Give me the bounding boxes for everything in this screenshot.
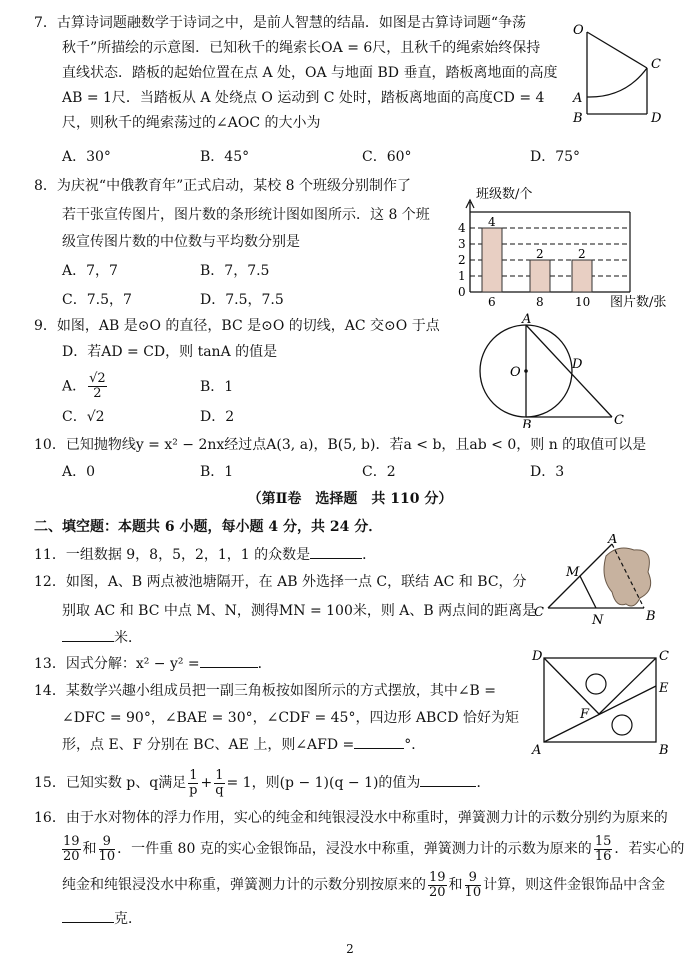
q11-tail: ． bbox=[362, 547, 377, 563]
q13-answer-blank[interactable] bbox=[200, 655, 258, 668]
q14-line-2: ∠DFC = 90°，∠BAE = 30°，∠CDF = 45°，四边形 ABCD 恰好为矩 bbox=[62, 710, 519, 726]
q11-line bbox=[34, 546, 376, 564]
q14-rectangle-figure bbox=[530, 646, 680, 758]
q16-mid: ．一件重 80 克的实心金银饰品，浸没水中称重，弹簧测力计的示数为原来的 bbox=[117, 841, 592, 857]
q10-option-c: C．2 bbox=[362, 464, 396, 480]
q7-option-c: C．60° bbox=[362, 149, 412, 165]
q15-frac2-den: q bbox=[215, 782, 224, 798]
q16-and-2: 和 bbox=[448, 877, 463, 893]
q16-fa2-den: 20 bbox=[429, 884, 446, 900]
q16-fc-den: 16 bbox=[594, 848, 612, 864]
chart-data-label: 2 bbox=[578, 247, 586, 261]
q7-option-b: B．45° bbox=[200, 149, 250, 165]
q10-option-d: D．3 bbox=[530, 464, 565, 480]
q16-line-2 bbox=[62, 832, 684, 866]
q7-option-d: D．75° bbox=[530, 149, 581, 165]
q16-fb-num: 9 bbox=[99, 835, 116, 850]
q9-label-c: C bbox=[614, 413, 624, 428]
q15-answer-blank[interactable] bbox=[420, 774, 476, 787]
chart-y-tick-label: 1 bbox=[458, 269, 466, 283]
q9-label-a: A bbox=[522, 312, 532, 327]
q7-rope-oc bbox=[587, 32, 647, 68]
q16-fb2-den: 10 bbox=[464, 884, 482, 900]
q12-pond bbox=[604, 548, 651, 606]
q7-label-b: B bbox=[573, 111, 583, 126]
q16-fb-den: 10 bbox=[98, 848, 116, 864]
q8-line-3: 级宣传图片数的中位数与平均数分别是 bbox=[62, 234, 300, 250]
q7-label-d: D bbox=[651, 111, 662, 126]
q7-line-1: 7．古算诗词题融数学于诗词之中，是前人智慧的结晶．如图是古算诗词题“争荡 bbox=[34, 15, 527, 31]
q16-l3-head: 纯金和纯银浸没水中称重，弹簧测力计的示数分别按原来的 bbox=[62, 877, 426, 893]
q14-label-d: D bbox=[532, 649, 543, 664]
q12-label-n: N bbox=[592, 613, 604, 626]
chart-bar bbox=[530, 260, 550, 292]
q16-fraction-gold-2 bbox=[428, 871, 447, 900]
q10-line-1: 10．已知抛物线y = x² − 2nx经过点A(3, a)，B(5, b)．若a < b，且ab < 0，则 n 的取值可以是 bbox=[34, 437, 647, 453]
q12-label-m: M bbox=[566, 565, 580, 580]
q9-option-a-den: 2 bbox=[93, 386, 102, 401]
q14-segment-fc bbox=[599, 658, 656, 714]
q11-text: 11．一组数据 9，8，5，2，1，1 的众数是 bbox=[34, 547, 311, 563]
q16-answer-blank[interactable] bbox=[62, 910, 114, 923]
q16-l2-tail: ．若实心的 bbox=[614, 841, 685, 857]
q14-answer-blank[interactable] bbox=[354, 736, 404, 749]
q9-option-a bbox=[62, 372, 109, 401]
q15-fraction-2 bbox=[214, 769, 224, 798]
q9-option-a-num: √2 bbox=[89, 371, 106, 386]
q7-swing-figure bbox=[565, 18, 675, 130]
chart-data-label: 2 bbox=[536, 247, 544, 261]
q16-fb2-num: 9 bbox=[465, 871, 482, 886]
chart-y-tick-label: 0 bbox=[458, 285, 466, 299]
section-title: （第Ⅱ卷 选择题 共 110 分） bbox=[247, 491, 453, 507]
q9-label-d: D bbox=[572, 357, 583, 372]
q15-frac1-num: 1 bbox=[189, 767, 198, 783]
q16-l3-tail: 计算，则这件金银饰品中含金 bbox=[483, 877, 666, 893]
q7-label-o: O bbox=[573, 23, 584, 38]
chart-bar bbox=[572, 260, 592, 292]
q12-label-b: B bbox=[646, 609, 656, 624]
q14-triangle-hole-upper bbox=[586, 674, 606, 694]
q15-mid: = 1，则(p − 1)(q − 1)的值为 bbox=[226, 775, 421, 791]
q11-answer-blank[interactable] bbox=[310, 546, 362, 559]
chart-y-tick-label: 3 bbox=[458, 237, 466, 251]
q16-fraction-silver bbox=[99, 835, 116, 864]
q12-line-3 bbox=[62, 629, 142, 647]
chart-y-tick-label: 2 bbox=[458, 253, 466, 267]
q9-label-o: O bbox=[510, 365, 521, 380]
q8-line-1: 8．为庆祝“中俄教育年”正式启动，某校 8 个班级分别制作了 bbox=[34, 178, 412, 194]
q16-fraction-silver-2 bbox=[465, 871, 482, 900]
q14-label-f: F bbox=[580, 707, 590, 722]
q9-line-ac bbox=[526, 325, 612, 417]
q9-option-b: B．1 bbox=[200, 379, 234, 395]
q14-tail: °． bbox=[404, 737, 426, 753]
q16-fa-den: 20 bbox=[63, 848, 80, 864]
q16-fa2-num: 19 bbox=[429, 869, 446, 885]
q8-line-2: 若干张宣传图片，图片数的条形统计图如图所示．这 8 个班 bbox=[62, 207, 430, 223]
chart-ylabel: 班级数/个 bbox=[476, 187, 533, 202]
chart-x-tick-label: 10 bbox=[575, 295, 591, 309]
q8-bar-chart bbox=[448, 182, 688, 310]
q16-fc-num: 15 bbox=[594, 833, 612, 849]
q16-line-3 bbox=[62, 868, 665, 902]
q15-line bbox=[34, 766, 490, 800]
q14-label-b: B bbox=[659, 743, 669, 758]
q13-tail: ． bbox=[257, 656, 272, 672]
q12-answer-blank[interactable] bbox=[62, 629, 114, 642]
chart-bar bbox=[482, 228, 502, 292]
chart-y-tick-label: 4 bbox=[458, 221, 466, 235]
q8-option-a: A．7，7 bbox=[62, 263, 118, 279]
chart-xlabel: 图片数/张 bbox=[610, 295, 667, 310]
q7-label-c: C bbox=[651, 57, 661, 72]
q13-text: 13．因式分解：x² − y² = bbox=[34, 656, 200, 672]
part2-header: 二、填空题：本题共 6 小题，每小题 4 分，共 24 分． bbox=[34, 519, 383, 535]
q16-line-1: 16．由于水对物体的浮力作用，实心的纯金和纯银浸没水中称重时，弹簧测力计的示数分别约为原来的 bbox=[34, 810, 668, 826]
q12-segment-mn bbox=[580, 576, 596, 608]
q12-pond-figure bbox=[530, 534, 680, 626]
q16-tail: 克． bbox=[114, 911, 142, 927]
q9-option-c: C．√2 bbox=[62, 409, 105, 425]
q12-tail: 米． bbox=[114, 630, 142, 646]
q7-label-a: A bbox=[573, 91, 583, 106]
q7-option-a: A．30° bbox=[62, 149, 111, 165]
q14-rectangle-abcd bbox=[544, 658, 656, 742]
q9-center-dot bbox=[524, 369, 528, 373]
q15-frac2-num: 1 bbox=[215, 767, 224, 783]
q9-circle-figure bbox=[470, 312, 640, 428]
q8-option-d: D．7.5，7.5 bbox=[200, 292, 284, 308]
q7-line-5: 尺，则秋千的绳索荡过的∠AOC 的大小为 bbox=[62, 115, 321, 131]
q9-line-1: 9．如图，AB 是⊙O 的直径，BC 是⊙O 的切线，AC 交⊙O 于点 bbox=[34, 318, 440, 334]
q9-option-d: D．2 bbox=[200, 409, 235, 425]
q9-line-2: D．若AD = CD，则 tanA 的值是 bbox=[62, 344, 278, 360]
q9-label-b: B bbox=[522, 418, 532, 428]
page-number: 2 bbox=[346, 942, 354, 956]
q9-option-a-fraction bbox=[88, 372, 107, 401]
q15-fraction-1 bbox=[188, 769, 198, 798]
q15-frac1-den: p bbox=[189, 782, 198, 798]
chart-x-tick-label: 6 bbox=[488, 295, 496, 309]
q13-line bbox=[34, 655, 272, 673]
q9-option-a-prefix: A． bbox=[62, 378, 87, 395]
q14-label-a: A bbox=[532, 743, 542, 758]
q15-plus: + bbox=[200, 775, 213, 791]
q7-line-4: AB = 1尺．当踏板从 A 处绕点 O 运动到 C 处时，踏板离地面的高度CD = 4 bbox=[62, 90, 545, 106]
q14-line-1: 14．某数学兴趣小组成员把一副三角板按如图所示的方式摆放，其中∠B = bbox=[34, 683, 497, 699]
q8-option-b: B．7，7.5 bbox=[200, 263, 270, 279]
q8-option-c: C．7.5，7 bbox=[62, 292, 132, 308]
q16-fraction-item bbox=[594, 835, 613, 864]
q7-line-2: 秋千”所描绘的示意图．已知秋千的绳索长OA = 6尺，且秋千的绳索始终保持 bbox=[62, 40, 541, 56]
chart-x-tick-label: 8 bbox=[536, 295, 544, 309]
q14-triangle-hole-lower bbox=[612, 715, 632, 735]
q14-segment-ae bbox=[544, 686, 656, 742]
q12-label-c: C bbox=[534, 605, 544, 620]
q14-line-3 bbox=[62, 736, 425, 754]
q7-line-3: 直线状态．踏板的起始位置在点 A 处，OA 与地面 BD 垂直，踏板离地面的高度 bbox=[62, 65, 558, 81]
q16-line-4 bbox=[62, 910, 142, 928]
q7-arc bbox=[587, 68, 647, 97]
q14-text: 形，点 E、F 分别在 BC、AE 上，则∠AFD = bbox=[62, 737, 355, 753]
q15-tail: ． bbox=[476, 775, 491, 791]
q15-head: 15．已知实数 p、q满足 bbox=[34, 775, 187, 791]
q10-option-a: A．0 bbox=[62, 464, 96, 480]
chart-data-label: 4 bbox=[488, 215, 496, 229]
q16-fa-num: 19 bbox=[63, 833, 80, 849]
q14-segment-df bbox=[544, 658, 599, 714]
q10-option-b: B．1 bbox=[200, 464, 234, 480]
q12-label-a: A bbox=[608, 534, 618, 547]
q14-label-c: C bbox=[659, 649, 669, 664]
q16-fraction-gold bbox=[62, 835, 81, 864]
q14-label-e: E bbox=[659, 681, 669, 696]
q12-line-2: 别取 AC 和 BC 中点 M、N，测得MN = 100米，则 A、B 两点间的距离是 bbox=[62, 603, 537, 619]
q16-and: 和 bbox=[82, 841, 97, 857]
q12-line-1: 12．如图，A、B 两点被池塘隔开，在 AB 外选择一点 C，联结 AC 和 BC，分 bbox=[34, 574, 527, 590]
